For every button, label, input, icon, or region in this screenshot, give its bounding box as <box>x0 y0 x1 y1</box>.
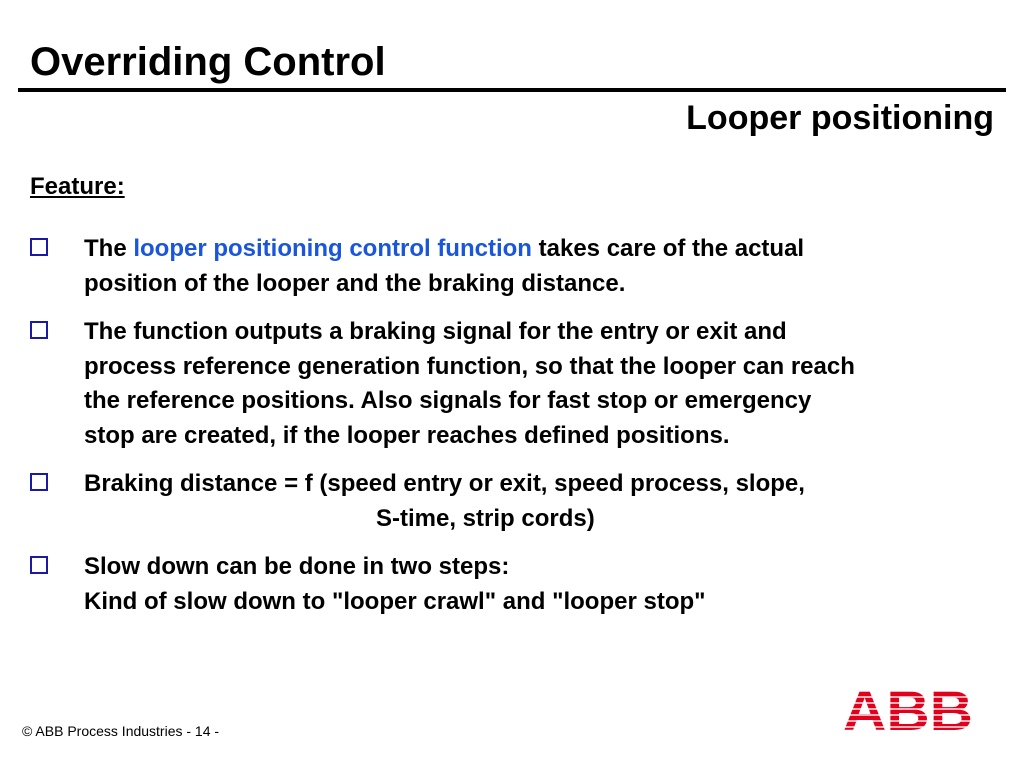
footer-copyright: © ABB Process Industries - 14 - <box>22 723 220 739</box>
bullet-4-line-1: Slow down can be done in two steps: <box>84 553 510 580</box>
bullet-1-prefix: The <box>84 235 134 262</box>
bullet-2-line-1: The function outputs a braking signal for the entry or exit and <box>84 318 787 345</box>
bullet-2-line-2: process reference generation function, so that the looper can reach <box>84 352 855 380</box>
bullet-3-line-1: Braking distance = f (speed entry or exit, speed process, slope, <box>84 470 805 497</box>
bullet-item-2 <box>30 315 1005 453</box>
bullet-list <box>30 232 1005 633</box>
highlighted-term: looper positioning control function <box>133 235 532 262</box>
hollow-square-bullet-icon <box>30 556 48 574</box>
hollow-square-bullet-icon <box>30 473 48 491</box>
bullet-3-line-2: S-time, strip cords) <box>376 504 595 532</box>
abb-logo <box>842 688 974 732</box>
slide-subtitle: Looper positioning <box>686 99 994 137</box>
bullet-2-line-4: stop are created, if the looper reaches defined positions. <box>84 421 730 449</box>
slide-title: Overriding Control <box>30 40 386 84</box>
feature-heading: Feature: <box>30 173 125 200</box>
abb-logo-text: ABB <box>843 688 973 732</box>
bullet-1-line-1 <box>84 232 1005 267</box>
title-underline-rule <box>18 88 1006 92</box>
bullet-item-3 <box>30 467 1005 536</box>
bullet-item-4 <box>30 550 1005 619</box>
bullet-1-line-2: position of the looper and the braking distance. <box>84 269 626 297</box>
bullet-4-line-2: Kind of slow down to "looper crawl" and "looper stop" <box>84 587 706 615</box>
hollow-square-bullet-icon <box>30 321 48 339</box>
bullet-2-line-3: the reference positions. Also signals for fast stop or emergency <box>84 387 812 414</box>
bullet-item-1 <box>30 232 1005 301</box>
bullet-1-rest: takes care of the actual <box>531 235 805 262</box>
hollow-square-bullet-icon <box>30 238 48 256</box>
